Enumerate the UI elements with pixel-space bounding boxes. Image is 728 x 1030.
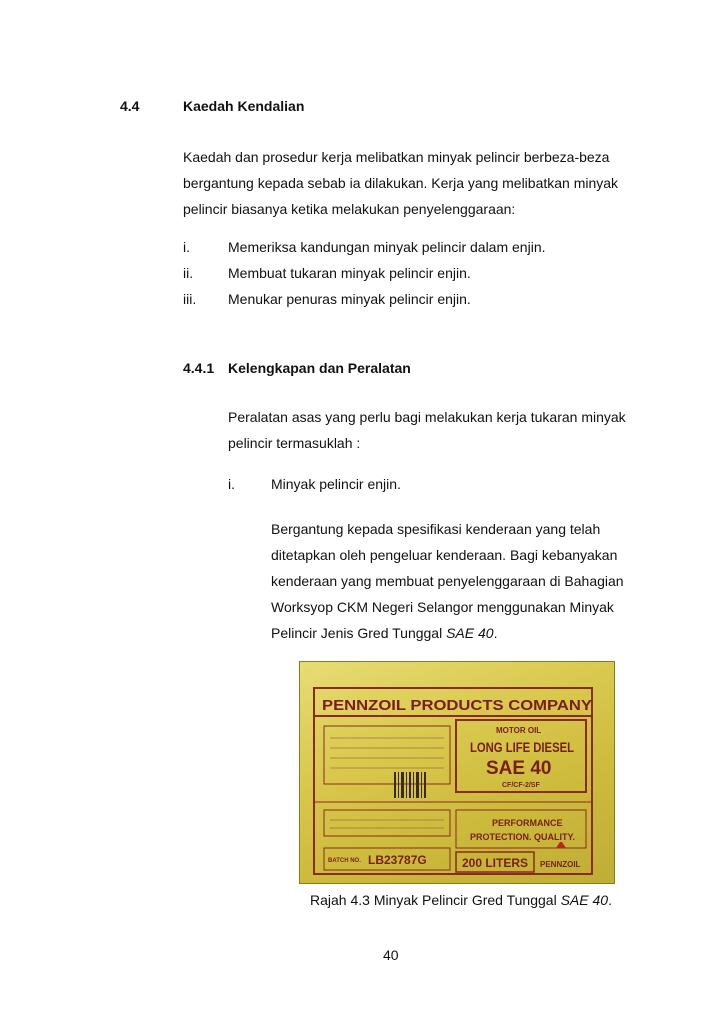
figure-caption: Rajah 4.3 Minyak Pelincir Gred Tunggal SAE 40.	[310, 892, 612, 908]
caption-grade-italic: SAE 40	[560, 892, 609, 908]
oil-label-photo	[299, 661, 615, 884]
sub-intro-line: Peralatan asas yang perlu bagi melakukan kerja tukaran minyak	[228, 409, 626, 425]
label-product: LONG LIFE DIESEL	[470, 739, 575, 755]
sub-intro-line: pelincir termasuklah :	[228, 435, 361, 451]
pennzoil-bell-logo	[540, 842, 581, 869]
label-protection: PROTECTION. QUALITY.	[470, 832, 576, 842]
label-performance: PERFORMANCE	[492, 818, 563, 828]
list-item-num: ii.	[183, 265, 194, 281]
intro-line: Kaedah dan prosedur kerja melibatkan minyak pelincir berbeza-beza	[183, 149, 610, 165]
list-item-num: i.	[183, 239, 190, 255]
sub-intro-paragraph	[228, 404, 626, 456]
intro-line: bergantung kepada sebab ia dilakukan. Kerja yang melibatkan minyak	[183, 175, 619, 191]
section-number: 4.4	[120, 98, 140, 114]
list-item-text: Menukar penuras minyak pelincir enjin.	[228, 291, 471, 307]
item-desc-line: Worksyop CKM Negeri Selangor menggunakan Minyak	[271, 599, 614, 615]
item-desc-line: Bergantung kepada spesifikasi kenderaan yang telah	[271, 521, 601, 537]
item-description	[271, 516, 624, 646]
intro-line: pelincir biasanya ketika melakukan penyelenggaraan:	[183, 201, 516, 217]
list-item-text: Membuat tukaran minyak pelincir enjin.	[228, 265, 471, 281]
barcode	[394, 772, 426, 798]
section-title: Kaedah Kendalian	[183, 98, 305, 114]
item-desc-line: Pelincir Jenis Gred Tunggal SAE 40.	[271, 625, 498, 641]
label-volume: 200 LITERS	[462, 856, 529, 870]
item-desc-line: ditetapkan oleh pengeluar kenderaan. Bagi kebanyakan	[271, 547, 618, 563]
label-batch-label: BATCH NO.	[328, 858, 361, 864]
subsection-title: Kelengkapan dan Peralatan	[228, 360, 411, 376]
label-brand: PENNZOIL	[540, 860, 581, 869]
label-motor-oil: MOTOR OIL	[496, 726, 542, 735]
label-batch: LB23787G	[368, 853, 427, 867]
item-text: Minyak pelincir enjin.	[271, 476, 401, 492]
list-item-num: iii.	[183, 291, 197, 307]
label-grade: SAE 40	[486, 758, 552, 779]
item-desc-line: kenderaan yang membuat penyelenggaraan di Bahagian	[271, 573, 624, 589]
subsection-number: 4.4.1	[183, 360, 215, 376]
label-spec: CF/CF-2/SF	[502, 782, 540, 789]
intro-paragraph	[183, 144, 618, 222]
list-item-text: Memeriksa kandungan minyak pelincir dalam enjin.	[228, 239, 546, 255]
page-number: 40	[383, 947, 399, 963]
grade-italic: SAE 40	[446, 625, 494, 641]
item-num: i.	[228, 476, 235, 492]
label-company: PENNZOIL PRODUCTS COMPANY	[322, 697, 592, 714]
